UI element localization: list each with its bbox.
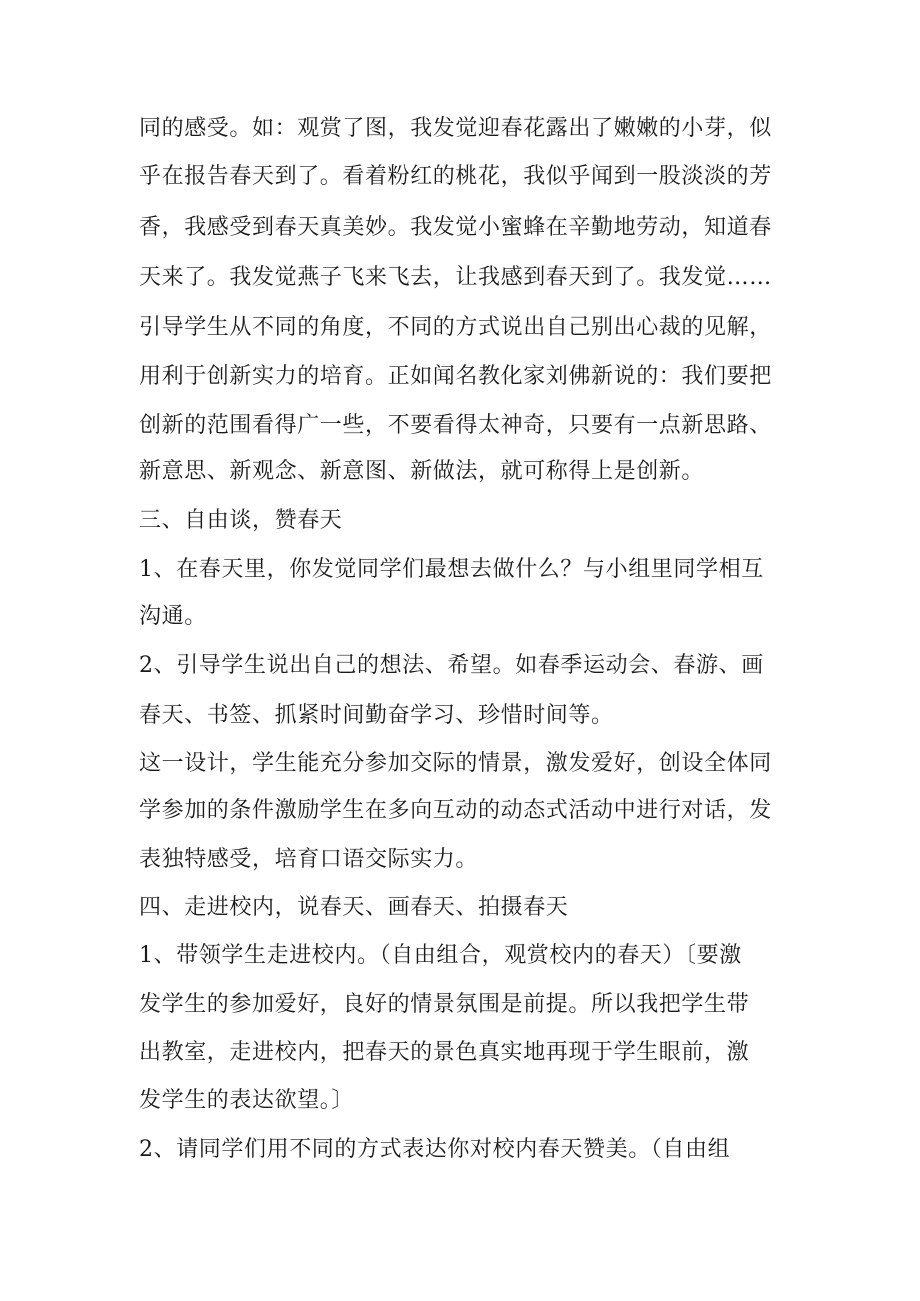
text-line: 乎在报告春天到了。看着粉红的桃花，我似乎闻到一股淡淡的芳 xyxy=(139,164,772,189)
text-line: 表独特感受，培育口语交际实力。 xyxy=(139,847,479,872)
text-line: 这一设计，学生能充分参加交际的情景，激发爱好，创设全体同 xyxy=(139,751,772,776)
text-line: 沟通。 xyxy=(139,604,207,629)
text-line: 新意思、新观念、新意图、新做法，就可称得上是创新。 xyxy=(139,459,705,484)
text-line: 同的感受。如：观赏了图，我发觉迎春花露出了嫩嫩的小芽，似 xyxy=(139,116,772,141)
text-line: 天来了。我发觉燕子飞来飞去，让我感到春天到了。我发觉…… xyxy=(139,265,772,290)
text-line: 1、带领学生走进校内。（自由组合，观赏校内的春天）〔要激 xyxy=(139,943,742,968)
text-line: 用利于创新实力的培育。正如闻名教化家刘佛新说的：我们要把 xyxy=(139,364,772,389)
text-line: 学参加的条件激励学生在多向互动的动态式活动中进行对话，发 xyxy=(139,798,772,823)
text-line: 2、引导学生说出自己的想法、希望。如春季运动会、春游、画 xyxy=(139,653,764,678)
text-line: 发学生的表达欲望。〕 xyxy=(139,1088,355,1113)
text-line: 香，我感受到春天真美妙。我发觉小蜜蜂在辛勤地劳动，知道春 xyxy=(139,215,772,240)
text-line: 2、请同学们用不同的方式表达你对校内春天赞美。（自由组 xyxy=(139,1137,731,1162)
text-line: 引导学生从不同的角度，不同的方式说出自己别出心裁的见解， xyxy=(139,315,772,340)
text-line: 春天、书签、抓紧时间勤奋学习、珍惜时间等。 xyxy=(139,703,614,728)
section-heading: 四、走进校内，说春天、画春天、拍摄春天 xyxy=(139,895,569,920)
text-line: 发学生的参加爱好，良好的情景氛围是前提。所以我把学生带 xyxy=(139,992,750,1017)
section-heading: 三、自由谈，赞春天 xyxy=(139,508,343,533)
text-line: 创新的范围看得广一些，不要看得太神奇，只要有一点新思路、 xyxy=(139,413,772,438)
text-line: 出教室，走进校内，把春天的景色真实地再现于学生眼前，激 xyxy=(139,1040,750,1065)
text-line: 1、在春天里，你发觉同学们最想去做什么？与小组里同学相互 xyxy=(139,557,764,582)
